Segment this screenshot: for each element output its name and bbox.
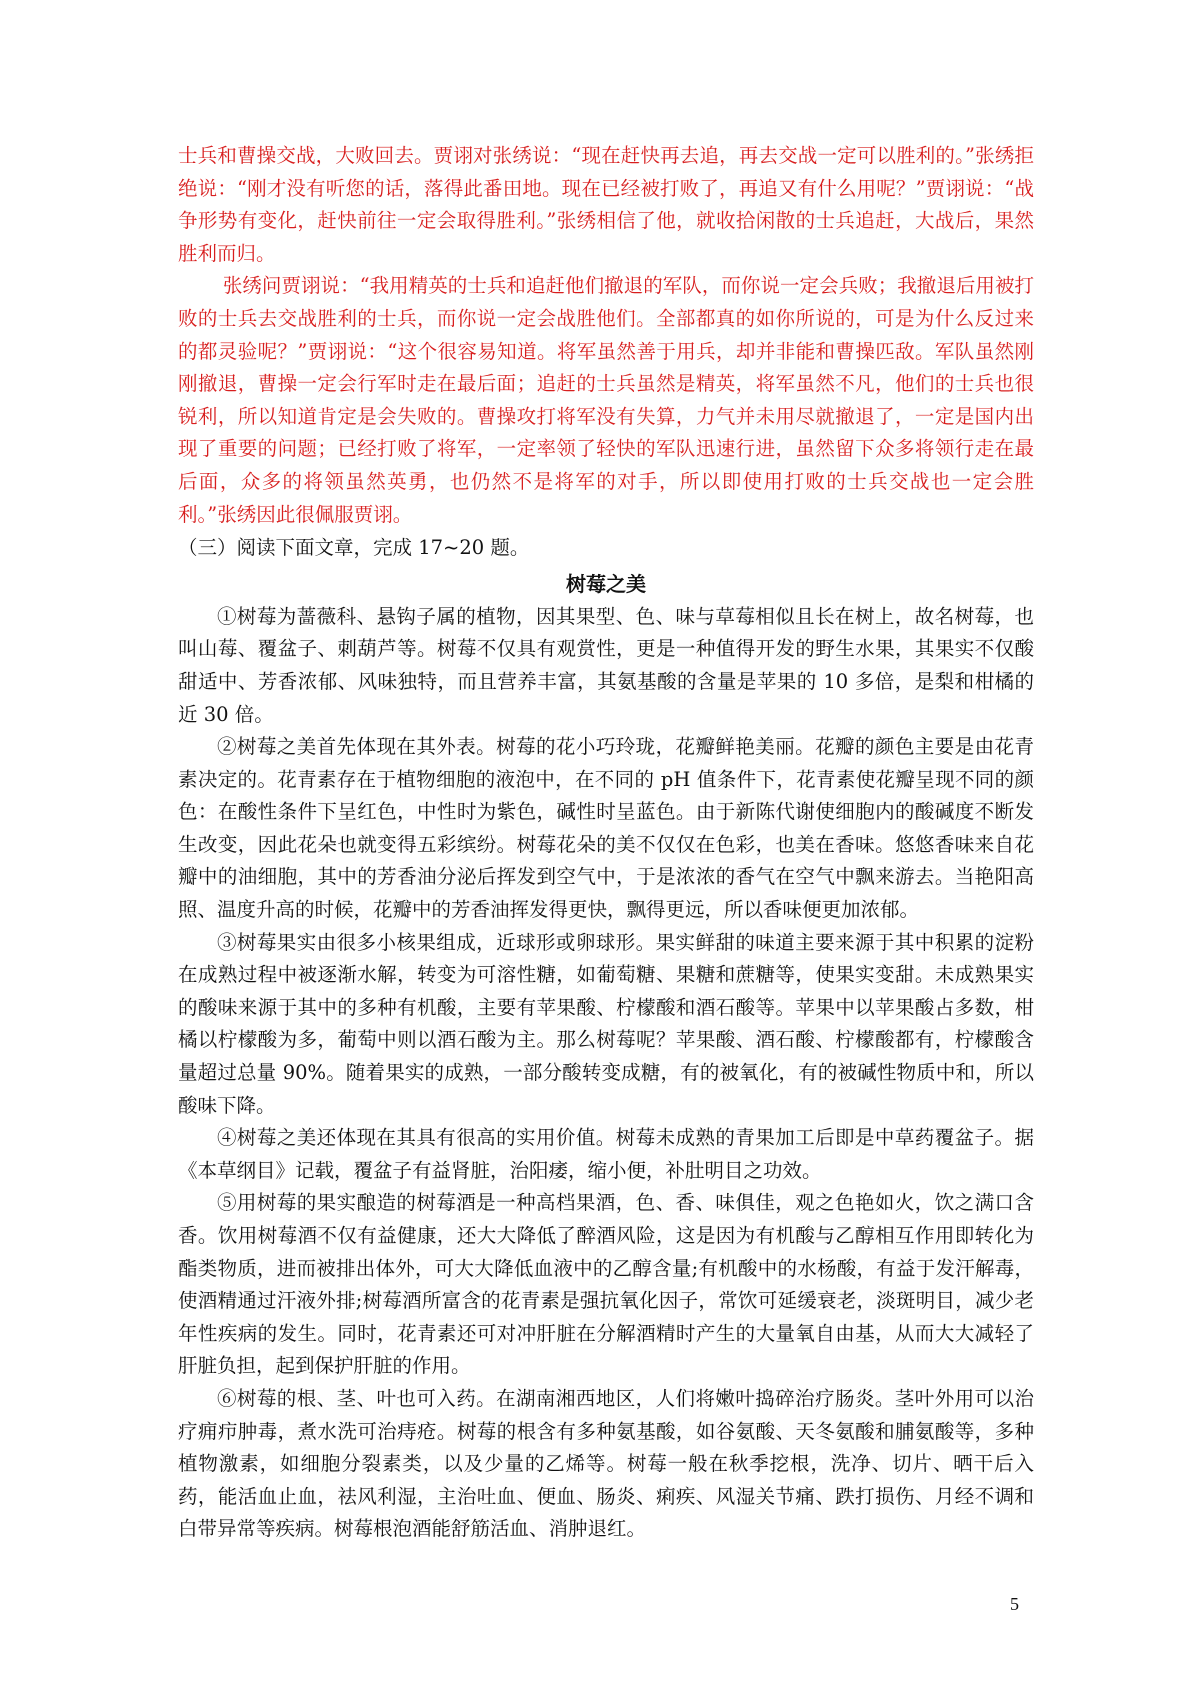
translation-paragraph-1: 士兵和曹操交战，大败回去。贾诩对张绣说：“现在赶快再去追，再去交战一定可以胜利的。”张绣拒绝说：“刚才没有听您的话，落得此番田地。现在已经被打败了，再追又有什么用呢？”贾诩说：“战争形势有变化，赶快前往一定会取得胜利。”张绣相信了他，就收拾闲散的士兵追赶，大战后，果然胜利而归。 [178, 144, 1034, 265]
page-number: 5 [1010, 1594, 1019, 1614]
article-paragraph-2: ②树莓之美首先体现在其外表。树莓的花小巧玲珑，花瓣鲜艳美丽。花瓣的颜色主要是由花青素决定的。花青素存在于植物细胞的液泡中，在不同的 pH 值条件下，花青素使花瓣呈现不同的颜色：在酸性条件下呈红色，中性时为紫色，碱性时呈蓝色。由于新陈代谢使细胞内的酸碱度不断发生改变，因此花朵也就变得五彩缤纷。树莓花朵的美不仅仅在色彩，也美在香味。悠悠香味来自花瓣中的油细胞，其中的芳香油分泌后挥发到空气中，于是浓浓的香气在空气中飘来游去。当艳阳高照、温度升高的时候，花瓣中的芳香油挥发得更快，飘得更远，所以香味便更加浓郁。 [178, 735, 1034, 922]
article-paragraph-5: ⑤用树莓的果实酿造的树莓酒是一种高档果酒，色、香、味俱佳，观之色艳如火，饮之满口含香。饮用树莓酒不仅有益健康，还大大降低了醉酒风险，这是因为有机酸与乙醇相互作用即转化为酯类物质，进而被排出体外，可大大降低血液中的乙醇含量;有机酸中的水杨酸，有益于发汗解毒，使酒精通过汗液外排;树莓酒所富含的花青素是强抗氧化因子，常饮可延缓衰老，淡斑明目，减少老年性疾病的发生。同时，花青素还可对冲肝脏在分解酒精时产生的大量氧自由基，从而大大减轻了肝脏负担，起到保护肝脏的作用。 [178, 1191, 1034, 1378]
page-content [178, 140, 1034, 1546]
article-paragraph-4: ④树莓之美还体现在其具有很高的实用价值。树莓未成熟的青果加工后即是中草药覆盆子。据《本草纲目》记载，覆盆子有益肾脏，治阳痿，缩小便，补肚明目之功效。 [178, 1126, 1034, 1182]
section-heading: （三）阅读下面文章，完成 17~20 题。 [178, 536, 530, 560]
translation-paragraph-2: 张绣问贾诩说：“我用精英的士兵和追赶他们撤退的军队，而你说一定会兵败；我撤退后用被打败的士兵去交战胜利的士兵，而你说一定会战胜他们。全部都真的如你所说的，可是为什么反过来的都灵验呢？”贾诩说：“这个很容易知道。将军虽然善于用兵，却并非能和曹操匹敌。军队虽然刚刚撤退，曹操一定会行军时走在最后面；追赶的士兵虽然是精英，将军虽然不凡，他们的士兵也很锐利，所以知道肯定是会失败的。曹操攻打将军没有失算，力气并未用尽就撤退了，一定是国内出现了重要的问题；已经打败了将军，一定率领了轻快的军队迅速行进，虽然留下众多将领行走在最后面，众多的将领虽然英勇，也仍然不是将军的对手，所以即使用打败的士兵交战也一定会胜利。”张绣因此很佩服贾诩。 [178, 274, 1034, 526]
article-paragraph-3: ③树莓果实由很多小核果组成，近球形或卵球形。果实鲜甜的味道主要来源于其中积累的淀粉在成熟过程中被逐渐水解，转变为可溶性糖，如葡萄糖、果糖和蔗糖等，使果实变甜。未成熟果实的酸味来源于其中的多种有机酸，主要有苹果酸、柠檬酸和酒石酸等。苹果中以苹果酸占多数，柑橘以柠檬酸为多，葡萄中则以酒石酸为主。那么树莓呢？苹果酸、酒石酸、柠檬酸都有，柠檬酸含量超过总量 90%。随着果实的成熟，一部分酸转变成糖，有的被氧化，有的被碱性物质中和，所以酸味下降。 [178, 930, 1034, 1117]
article-paragraph-6: ⑥树莓的根、茎、叶也可入药。在湖南湘西地区，人们将嫩叶捣碎治疗肠炎。茎叶外用可以治疗痈疖肿毒，煮水洗可治痔疮。树莓的根含有多种氨基酸，如谷氨酸、天冬氨酸和脯氨酸等，多种植物激素，如细胞分裂素类，以及少量的乙烯等。树莓一般在秋季挖根，洗净、切片、晒干后入药，能活血止血，祛风利湿，主治吐血、便血、肠炎、痢疾、风湿关节痛、跌打损伤、月经不调和白带异常等疾病。树莓根泡酒能舒筋活血、消肿退红。 [178, 1386, 1034, 1541]
article-paragraph-1: ①树莓为蔷薇科、悬钩子属的植物，因其果型、色、味与草莓相似且长在树上，故名树莓，也叫山莓、覆盆子、刺葫芦等。树莓不仅具有观赏性，更是一种值得开发的野生水果，其果实不仅酸甜适中、芳香浓郁、风味独特，而且营养丰富，其氨基酸的含量是苹果的 10 多倍，是梨和柑橘的近 30 倍。 [178, 604, 1034, 726]
article-title: 树莓之美 [566, 571, 646, 596]
